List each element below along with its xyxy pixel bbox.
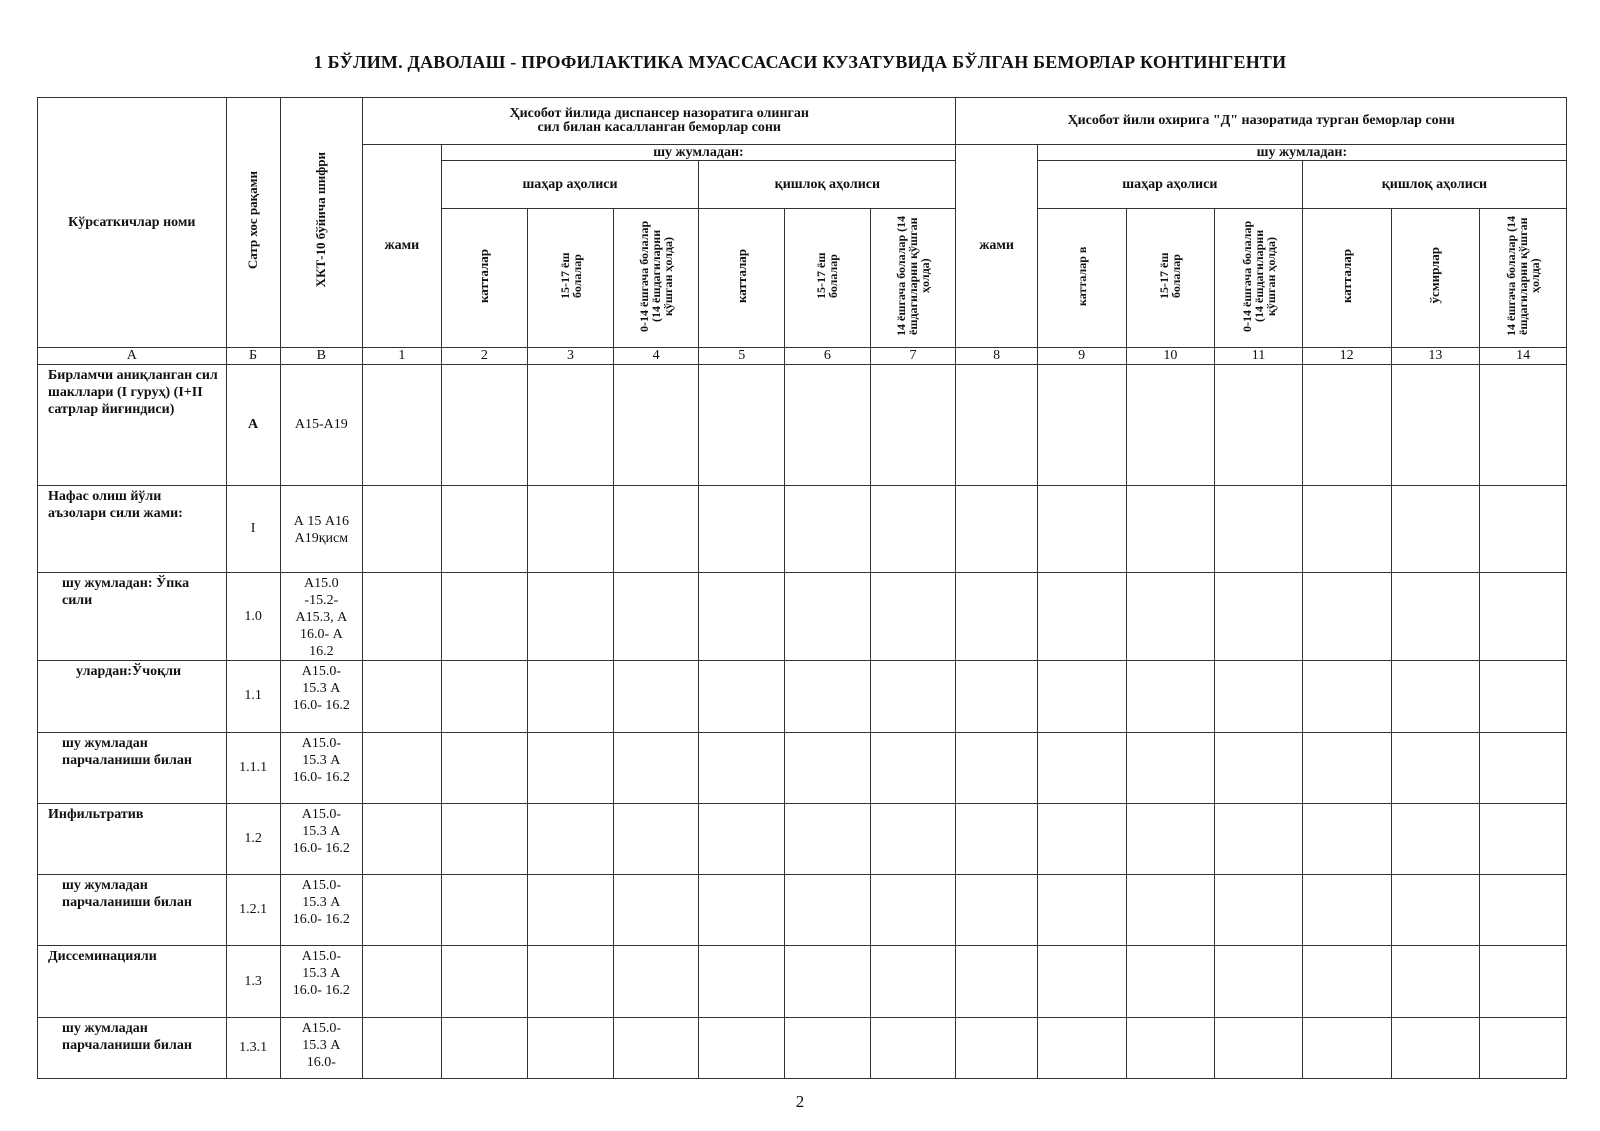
data-cell[interactable] — [528, 875, 614, 946]
data-cell[interactable] — [441, 1017, 528, 1078]
data-cell[interactable] — [1391, 946, 1480, 1017]
table-row — [38, 1017, 1567, 1078]
index-cell: 9 — [1037, 348, 1126, 365]
data-cell[interactable] — [1037, 875, 1126, 946]
row-name: Инфильтратив — [38, 803, 227, 874]
data-cell[interactable] — [1391, 661, 1480, 732]
data-cell[interactable] — [1037, 661, 1126, 732]
data-cell[interactable] — [363, 946, 441, 1017]
data-cell[interactable] — [956, 661, 1038, 732]
row-icd: А 15 А16 А19қисм — [280, 485, 363, 572]
data-cell[interactable] — [1302, 875, 1391, 946]
index-cell: 5 — [699, 348, 785, 365]
data-cell[interactable] — [441, 572, 528, 660]
data-cell[interactable] — [1391, 572, 1480, 660]
header-including-1: шу жумладан: — [441, 145, 956, 161]
table-row — [38, 365, 1567, 485]
row-name: шу жумладан парчаланиши билан — [38, 732, 227, 803]
data-cell[interactable] — [956, 875, 1038, 946]
data-cell[interactable] — [441, 946, 528, 1017]
data-cell[interactable] — [870, 875, 956, 946]
row-code: 1.2.1 — [226, 875, 280, 946]
index-cell: 8 — [956, 348, 1038, 365]
data-cell[interactable] — [528, 946, 614, 1017]
index-cell: В — [280, 348, 363, 365]
section-title: 1 БЎЛИМ. ДАВОЛАШ - ПРОФИЛАКТИКА МУАССАСАСИ КУЗАТУВИДА БЎЛГАН БЕМОРЛАР КОНТИНГЕНТИ — [313, 52, 1287, 72]
data-cell[interactable] — [1126, 803, 1215, 874]
header-col-2: катталар — [441, 209, 528, 348]
data-cell[interactable] — [613, 875, 699, 946]
header-total-2: жами — [956, 145, 1038, 348]
data-cell[interactable] — [956, 365, 1038, 485]
index-cell: 10 — [1126, 348, 1215, 365]
data-cell[interactable] — [1391, 1017, 1480, 1078]
header-rural-2: қишлоқ аҳолиси — [1302, 161, 1566, 209]
data-cell[interactable] — [699, 803, 785, 874]
header-col-6: 15-17 ёш болалар — [785, 209, 871, 348]
data-cell[interactable] — [1391, 732, 1480, 803]
data-cell[interactable] — [1391, 875, 1480, 946]
data-cell[interactable] — [441, 661, 528, 732]
data-cell[interactable] — [613, 485, 699, 572]
data-cell[interactable] — [1480, 365, 1567, 485]
header-total-1: жами — [363, 145, 441, 348]
row-code: 1.1 — [226, 661, 280, 732]
header-col-4: 0-14 ёшгача болалар (14 ёшдагиларни қўшган ҳолда) — [613, 209, 699, 348]
header-col-7: 14 ёшгача болалар (14 ёшдагиларни қўшган ҳолда) — [870, 209, 956, 348]
data-cell[interactable] — [613, 365, 699, 485]
row-code: 1.2 — [226, 803, 280, 874]
data-cell[interactable] — [1037, 946, 1126, 1017]
header-col-14: 14 ёшгача болалар (14 ёшдагиларни қўшган ҳолда) — [1480, 209, 1567, 348]
data-cell[interactable] — [699, 946, 785, 1017]
header-group2-title: Ҳисобот йили охирига "Д" назоратида турган беморлар сони — [956, 98, 1567, 145]
data-cell[interactable] — [1302, 1017, 1391, 1078]
index-cell: Б — [226, 348, 280, 365]
row-name: улардан:Ўчоқли — [38, 661, 227, 732]
data-cell[interactable] — [956, 1017, 1038, 1078]
row-name: Нафас олиш йўли аъзолари сили жами: — [38, 485, 227, 572]
row-name: шу жумладан: Ўпка сили — [38, 572, 227, 660]
data-cell[interactable] — [363, 875, 441, 946]
header-urban-2: шаҳар аҳолиси — [1037, 161, 1302, 209]
data-cell[interactable] — [363, 1017, 441, 1078]
data-cell[interactable] — [870, 661, 956, 732]
header-rural-1: қишлоқ аҳолиси — [699, 161, 956, 209]
data-cell[interactable] — [1391, 365, 1480, 485]
table-row — [38, 875, 1567, 946]
data-cell[interactable] — [363, 365, 441, 485]
data-cell[interactable] — [1215, 365, 1303, 485]
data-cell[interactable] — [1126, 365, 1215, 485]
row-code: I — [226, 485, 280, 572]
data-cell[interactable] — [1126, 1017, 1215, 1078]
data-cell[interactable] — [956, 572, 1038, 660]
data-cell[interactable] — [441, 875, 528, 946]
data-cell[interactable] — [613, 803, 699, 874]
data-cell[interactable] — [1480, 661, 1567, 732]
data-cell[interactable] — [1302, 572, 1391, 660]
row-name: шу жумладан парчаланиши билан — [38, 1017, 227, 1078]
row-icd: А15.0- 15.3 А 16.0- 16.2 — [280, 803, 363, 874]
data-cell[interactable] — [785, 365, 871, 485]
row-icd: А15.0- 15.3 А 16.0- 16.2 — [280, 875, 363, 946]
data-cell[interactable] — [870, 572, 956, 660]
data-cell[interactable] — [785, 732, 871, 803]
header-group1-title: Ҳисобот йилида диспансер назоратига олинган сил билан касалланган беморлар сони — [363, 98, 956, 145]
data-cell[interactable] — [1480, 1017, 1567, 1078]
data-cell[interactable] — [1215, 732, 1303, 803]
data-cell[interactable] — [870, 365, 956, 485]
data-cell[interactable] — [528, 365, 614, 485]
data-cell[interactable] — [528, 1017, 614, 1078]
data-cell[interactable] — [1037, 485, 1126, 572]
data-cell[interactable] — [1215, 875, 1303, 946]
page-number: 2 — [795, 1092, 805, 1111]
index-cell: 2 — [441, 348, 528, 365]
data-cell[interactable] — [1126, 661, 1215, 732]
data-cell[interactable] — [363, 572, 441, 660]
table-row — [38, 661, 1567, 732]
data-cell[interactable] — [699, 572, 785, 660]
data-cell[interactable] — [956, 732, 1038, 803]
data-cell[interactable] — [956, 803, 1038, 874]
data-cell[interactable] — [1037, 732, 1126, 803]
data-cell[interactable] — [528, 661, 614, 732]
table-row — [38, 572, 1567, 660]
row-code: 1.3.1 — [226, 1017, 280, 1078]
data-cell[interactable] — [363, 661, 441, 732]
data-cell[interactable] — [1480, 803, 1567, 874]
data-cell[interactable] — [785, 803, 871, 874]
index-cell: 11 — [1215, 348, 1303, 365]
data-cell[interactable] — [1480, 572, 1567, 660]
row-icd: А15.0- 15.3 А 16.0- 16.2 — [280, 661, 363, 732]
data-cell[interactable] — [1302, 485, 1391, 572]
table-row — [38, 946, 1567, 1017]
data-cell[interactable] — [1037, 572, 1126, 660]
header-col-5: катталар — [699, 209, 785, 348]
data-cell[interactable] — [956, 485, 1038, 572]
data-cell[interactable] — [699, 485, 785, 572]
column-index-row — [38, 348, 1567, 365]
data-cell[interactable] — [1480, 732, 1567, 803]
data-cell[interactable] — [1126, 732, 1215, 803]
data-cell[interactable] — [613, 946, 699, 1017]
data-cell[interactable] — [1215, 661, 1303, 732]
row-icd: А15.0 -15.2- А15.3, А 16.0- А 16.2 — [280, 572, 363, 660]
row-icd: А15.0- 15.3 А 16.0- — [280, 1017, 363, 1078]
data-cell[interactable] — [1126, 572, 1215, 660]
data-cell[interactable] — [363, 803, 441, 874]
data-cell[interactable] — [1302, 661, 1391, 732]
data-cell[interactable] — [528, 803, 614, 874]
data-cell[interactable] — [1391, 803, 1480, 874]
index-cell: А — [38, 348, 227, 365]
index-cell: 13 — [1391, 348, 1480, 365]
data-cell[interactable] — [1302, 946, 1391, 1017]
index-cell: 4 — [613, 348, 699, 365]
header-row-code: Сатр хос рақами — [226, 98, 280, 348]
data-cell[interactable] — [1391, 485, 1480, 572]
data-cell[interactable] — [785, 661, 871, 732]
header-col-9: катталар в — [1037, 209, 1126, 348]
row-icd: А15-А19 — [280, 365, 363, 485]
data-cell[interactable] — [1302, 803, 1391, 874]
header-col-12: катталар — [1302, 209, 1391, 348]
data-cell[interactable] — [1215, 803, 1303, 874]
data-cell[interactable] — [528, 732, 614, 803]
row-code: А — [226, 365, 280, 485]
data-cell[interactable] — [699, 732, 785, 803]
data-cell[interactable] — [870, 485, 956, 572]
data-cell[interactable] — [1126, 485, 1215, 572]
header-col-3: 15-17 ёш болалар — [528, 209, 614, 348]
data-cell[interactable] — [528, 485, 614, 572]
data-cell[interactable] — [1215, 485, 1303, 572]
patients-contingent-table — [37, 97, 1567, 1079]
row-name: Диссеминацияли — [38, 946, 227, 1017]
data-cell[interactable] — [1302, 365, 1391, 485]
data-cell[interactable] — [785, 572, 871, 660]
data-cell[interactable] — [613, 661, 699, 732]
header-col-13: ўсмирлар — [1391, 209, 1480, 348]
index-cell: 3 — [528, 348, 614, 365]
data-cell[interactable] — [613, 1017, 699, 1078]
data-cell[interactable] — [441, 485, 528, 572]
index-cell: 7 — [870, 348, 956, 365]
data-cell[interactable] — [1037, 803, 1126, 874]
row-code: 1.1.1 — [226, 732, 280, 803]
table-row — [38, 803, 1567, 874]
data-cell[interactable] — [1480, 875, 1567, 946]
header-including-2: шу жумладан: — [1037, 145, 1566, 161]
row-name: Бирламчи аниқланган сил шакллари (I гуруҳ) (I+II сатрлар йиғиндиси) — [38, 365, 227, 485]
data-cell[interactable] — [699, 875, 785, 946]
row-code: 1.3 — [226, 946, 280, 1017]
data-cell[interactable] — [870, 946, 956, 1017]
data-cell[interactable] — [1302, 732, 1391, 803]
table-row — [38, 732, 1567, 803]
data-cell[interactable] — [1126, 875, 1215, 946]
header-col-10: 15-17 ёш болалар — [1126, 209, 1215, 348]
row-code: 1.0 — [226, 572, 280, 660]
table-row — [38, 485, 1567, 572]
data-cell[interactable] — [1215, 946, 1303, 1017]
index-cell: 1 — [363, 348, 441, 365]
data-cell[interactable] — [1037, 365, 1126, 485]
index-cell: 12 — [1302, 348, 1391, 365]
header-col-11: 0-14 ёшгача болалар (14 ёшдагиларни қўшган ҳолда) — [1215, 209, 1303, 348]
data-cell[interactable] — [1480, 946, 1567, 1017]
data-cell[interactable] — [363, 485, 441, 572]
data-cell[interactable] — [441, 732, 528, 803]
data-cell[interactable] — [956, 946, 1038, 1017]
data-cell[interactable] — [613, 732, 699, 803]
data-cell[interactable] — [870, 803, 956, 874]
data-cell[interactable] — [1215, 572, 1303, 660]
data-cell[interactable] — [785, 946, 871, 1017]
data-cell[interactable] — [1480, 485, 1567, 572]
data-cell[interactable] — [870, 1017, 956, 1078]
row-icd: А15.0- 15.3 А 16.0- 16.2 — [280, 732, 363, 803]
data-cell[interactable] — [785, 875, 871, 946]
data-cell[interactable] — [1126, 946, 1215, 1017]
header-indicator-name: Кўрсаткичлар номи — [38, 98, 227, 348]
data-cell[interactable] — [699, 365, 785, 485]
data-cell[interactable] — [441, 803, 528, 874]
index-cell: 6 — [785, 348, 871, 365]
index-cell: 14 — [1480, 348, 1567, 365]
data-cell[interactable] — [363, 732, 441, 803]
data-cell[interactable] — [785, 485, 871, 572]
data-cell[interactable] — [870, 732, 956, 803]
data-cell[interactable] — [785, 1017, 871, 1078]
data-cell[interactable] — [699, 661, 785, 732]
data-cell[interactable] — [528, 572, 614, 660]
data-cell[interactable] — [613, 572, 699, 660]
data-cell[interactable] — [1215, 1017, 1303, 1078]
data-cell[interactable] — [699, 1017, 785, 1078]
row-name: шу жумладан парчаланиши билан — [38, 875, 227, 946]
data-cell[interactable] — [441, 365, 528, 485]
header-urban-1: шаҳар аҳолиси — [441, 161, 699, 209]
header-icd-code: ХКТ-10 бўйича шифри — [280, 98, 363, 348]
row-icd: А15.0- 15.3 А 16.0- 16.2 — [280, 946, 363, 1017]
data-cell[interactable] — [1037, 1017, 1126, 1078]
